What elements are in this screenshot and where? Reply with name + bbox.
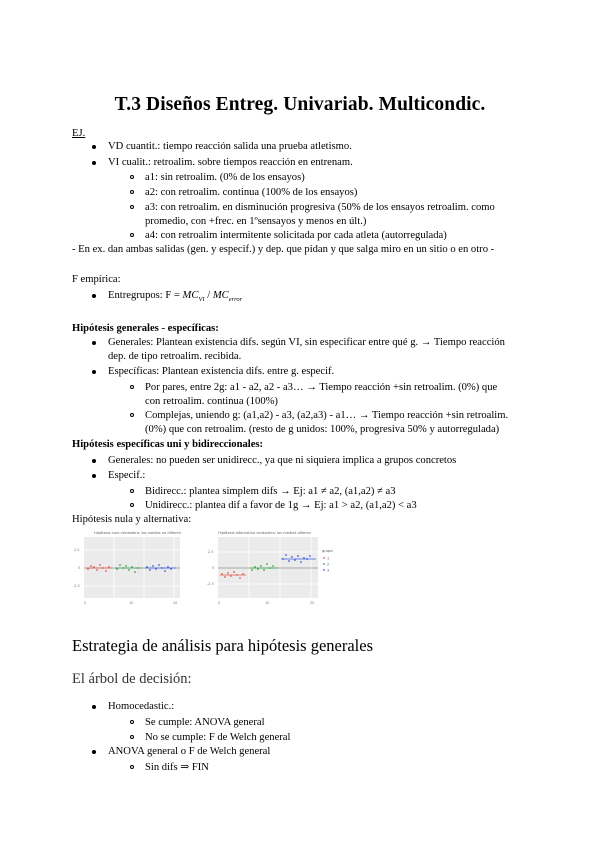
ej-label: EJ. (72, 128, 86, 139)
data-point (288, 560, 290, 562)
hip-esp-heading: Hipótesis específicas uni y bidireccionales: (72, 439, 264, 450)
ej-item-vd: VD cuantit.: tiempo reacción salida una prueba atletismo. (108, 141, 352, 152)
circle-bullet (130, 175, 134, 179)
hip-gen-heading: Hipótesis generales - específicas: (72, 323, 219, 334)
x-tick-label: 10 (129, 601, 134, 605)
ej-sub-a4: a4: con retroalim intermitente solicitada por cada atleta (autorregulada) (145, 230, 447, 241)
formula-prefix: Entregrupos: F = (108, 290, 183, 301)
legend-label: 3 (327, 568, 330, 573)
legend-swatch (323, 563, 325, 565)
data-point (152, 565, 154, 567)
formula-mc-vi: MC (182, 290, 199, 301)
section-heading-estrategia: Estrategia de análisis para hipótesis generales (72, 636, 374, 655)
data-point (134, 571, 136, 573)
x-tick-label: 20 (173, 601, 178, 605)
data-point (272, 565, 274, 567)
data-point (233, 571, 235, 573)
y-tick-label: 0 (78, 566, 81, 570)
ej-sub-a1: a1: sin retroalim. (0% de los ensayos) (145, 172, 305, 183)
data-point (291, 556, 293, 558)
hip-esp-item-generales: Generales: no pueden ser unidirecc., ya que ni siquiera implica a grupos concretos (108, 455, 457, 466)
bullet (92, 459, 96, 463)
bullet (92, 341, 96, 345)
data-point (260, 565, 262, 567)
x-tick-label: 20 (310, 601, 315, 605)
x-tick-label: 0 (218, 601, 221, 605)
data-point (224, 576, 226, 578)
hip-gen-item-especificas: Específicas: Plantean existencia difs. entre g. especif. (108, 366, 335, 377)
circle-bullet (130, 720, 134, 724)
section-heading-arbol: El árbol de decisión: (72, 671, 192, 687)
arbol-item-homocedastic: Homocedastic.: (108, 701, 175, 712)
formula-sub-error: error (228, 296, 243, 304)
data-point (266, 563, 268, 565)
data-point (119, 564, 121, 566)
arbol-sub-no-se-cumple: No se cumple: F de Welch general (145, 732, 291, 743)
page-title: T.3 Diseños Entreg. Univariab. Multicondic. (114, 94, 486, 115)
hip-gen-item-generales-cont: dep. de tipo retroalim. recibida. (108, 351, 242, 362)
hip-nula-label: Hipótesis nula y alternativa: (72, 514, 192, 525)
formula-slash: / (204, 290, 213, 301)
x-tick-label: 10 (265, 601, 270, 605)
data-point (128, 569, 130, 571)
circle-bullet (130, 385, 134, 389)
ej-item-vi: VI cualit.: retroalim. sobre tiempos reacción en entrenam. (108, 157, 353, 168)
legend-swatch (323, 557, 325, 559)
circle-bullet (130, 190, 134, 194)
hip-gen-item-generales: Generales: Plantean existencia difs. según VI, sin especificar entre qué g. → Tiempo reacción (108, 337, 505, 348)
bullet (92, 161, 96, 165)
ej-sub-a2: a2: con retroalim. continua (100% de los ensayos) (145, 187, 358, 198)
circle-bullet (130, 489, 134, 493)
bullet (92, 370, 96, 374)
null-hypothesis-plot (72, 528, 190, 610)
data-point (99, 564, 101, 566)
fempirica-label: F empírica: (72, 274, 121, 285)
hip-esp-sub-unidirecc: Unidirecc.: plantea dif a favor de 1g → Ej: a1 > a2, (a1,a2) < a3 (145, 500, 417, 511)
y-tick-label: 2.5 (208, 550, 214, 554)
legend-title: grupo (322, 549, 333, 553)
data-point (125, 565, 127, 567)
legend-swatch (323, 569, 325, 571)
formula-sub-vi: VI (198, 296, 205, 304)
data-point (105, 570, 107, 572)
data-point (239, 577, 241, 579)
hip-esp-sub-bidirecc: Bidirecc.: plantea simplem difs → Ej: a1 ≠ a2, (a1,a2) ≠ a3 (145, 486, 396, 497)
hip-gen-sub-complejas: Complejas, uniendo g: (a1,a2) - a3, (a2,a3) - a1… → Tiempo reacción +sin retroalim. (145, 410, 509, 421)
y-tick-label: 0 (212, 566, 215, 570)
circle-bullet (130, 413, 134, 417)
data-point (90, 565, 92, 567)
alternative-hypothesis-plot (206, 528, 344, 610)
circle-bullet (130, 205, 134, 209)
ej-note: - En ex. dan ambas salidas (gen. y especif.) y dep. que pidan y que salga miro en un sitio o en otro - (72, 244, 495, 255)
data-point (251, 569, 253, 571)
circle-bullet (130, 765, 134, 769)
plot-panel (218, 537, 318, 598)
hip-gen-sub-pares: Por pares, entre 2g: a1 - a2, a2 - a3… → Tiempo reacción +sin retroalim. (0%) que (145, 382, 498, 393)
x-tick-label: 0 (84, 601, 87, 605)
bullet (92, 705, 96, 709)
circle-bullet (130, 735, 134, 739)
legend-label: 1 (327, 556, 330, 561)
arbol-item-anova: ANOVA general o F de Welch general (108, 746, 271, 757)
fempirica-formula (108, 289, 242, 306)
data-point (164, 570, 166, 572)
bullet (92, 750, 96, 754)
plot-caption: Hipótesis nula verdadera: las medias no difieren (94, 531, 182, 535)
formula-mc-error: MC (212, 290, 229, 301)
bullet (92, 474, 96, 478)
data-point (263, 569, 265, 571)
legend-label: 2 (327, 562, 330, 567)
circle-bullet (130, 233, 134, 237)
data-point (227, 572, 229, 574)
hip-gen-sub-complejas-cont: (0%) que con retroalim. (resto de g unidos: 100%, progresiva 50% y autorregulada) (145, 424, 500, 435)
ej-sub-a3-cont: promedio, con +frec. en 1ºsensayos y menos en últ.) (145, 216, 367, 227)
data-point (158, 564, 160, 566)
hip-gen-sub-pares-cont: con retroalim. continua (100%) (145, 396, 278, 407)
hip-esp-item-especif: Especif.: (108, 470, 146, 481)
data-point (309, 555, 311, 557)
bullet (92, 145, 96, 149)
data-point (149, 569, 151, 571)
circle-bullet (130, 503, 134, 507)
data-point (96, 569, 98, 571)
arbol-sub-se-cumple: Se cumple: ANOVA general (145, 717, 265, 728)
bullet (92, 294, 96, 298)
plot-caption: Hipótesis alternativa verdadera: las medias difieren (218, 531, 312, 535)
arbol-sub-sin-difs: Sin difs ⇒ FIN (145, 762, 209, 773)
y-tick-label: 2.5 (74, 548, 80, 552)
ej-sub-a3: a3: con retroalim. en disminución progresiva (50% de los ensayos retroalim. como (145, 202, 495, 213)
y-tick-label: -2.5 (207, 582, 214, 586)
data-point (297, 555, 299, 557)
y-tick-label: -2.5 (73, 584, 80, 588)
data-point (285, 554, 287, 556)
data-point (300, 561, 302, 563)
